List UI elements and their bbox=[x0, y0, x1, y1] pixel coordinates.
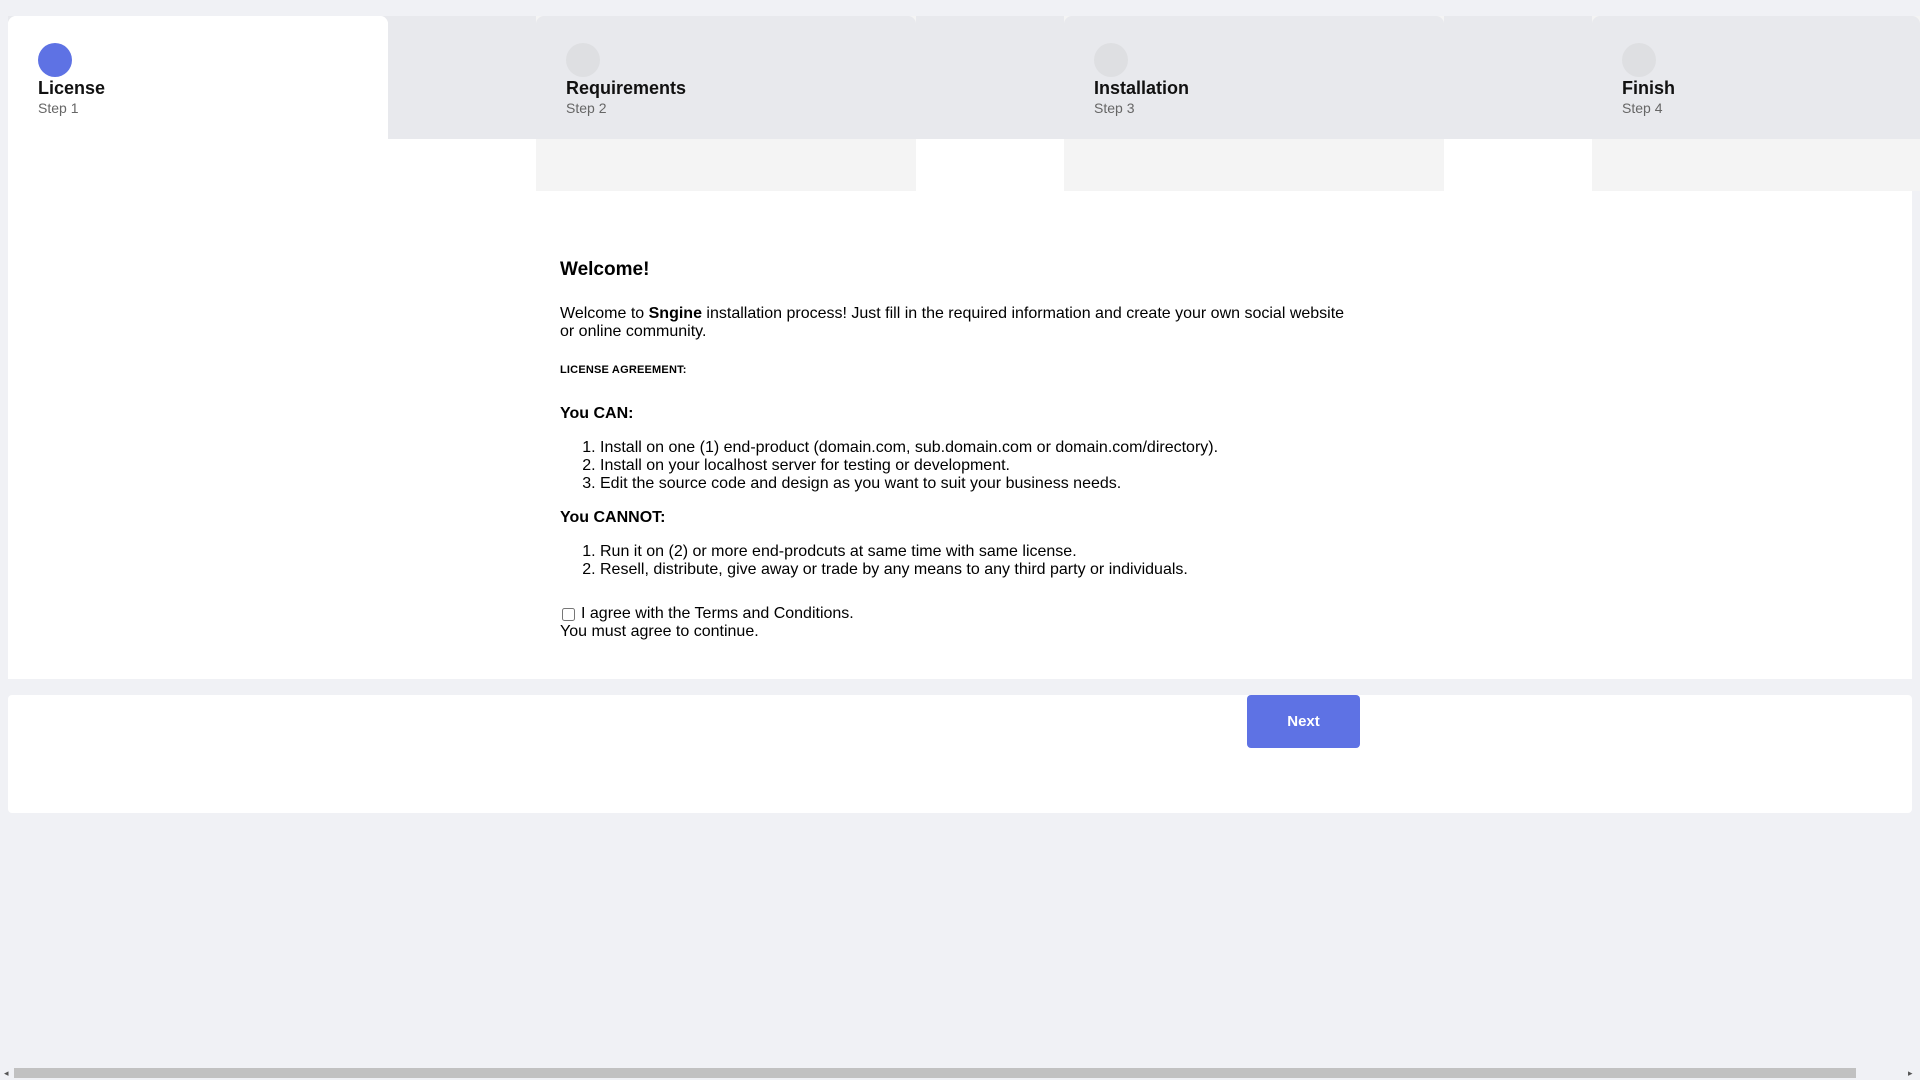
step-indicator-dot bbox=[1094, 43, 1128, 77]
you-cannot-heading: You CANNOT: bbox=[560, 509, 666, 526]
brand-name: Sngine bbox=[648, 305, 702, 322]
step-title: License bbox=[38, 78, 106, 98]
must-agree-hint: You must agree to continue. bbox=[560, 623, 759, 640]
step-subtitle: Step 2 bbox=[566, 100, 607, 116]
you-cannot-list bbox=[560, 543, 1360, 579]
step-subtitle: Step 1 bbox=[38, 100, 79, 116]
you-can-heading: You CAN: bbox=[560, 405, 634, 422]
list-item: 3. Edit the source code and design as you want to suit your business needs. bbox=[600, 475, 1360, 493]
scroll-left-arrow-icon[interactable]: ◂ bbox=[4, 1068, 9, 1078]
welcome-heading: Welcome! bbox=[560, 259, 650, 280]
you-can-list bbox=[560, 439, 1360, 493]
list-item: 1. Install on one (1) end-product (domain.com, sub.domain.com or domain.com/directory). bbox=[600, 439, 1360, 457]
step-title: Installation bbox=[1094, 78, 1190, 98]
license-content bbox=[560, 259, 1360, 641]
step-title: Finish bbox=[1622, 78, 1675, 98]
list-item: 2. Install on your localhost server for testing or development. bbox=[600, 457, 1360, 475]
horizontal-scrollbar[interactable] bbox=[0, 1065, 1920, 1080]
license-card bbox=[8, 139, 1912, 679]
step-indicator-dot bbox=[38, 43, 72, 77]
license-agreement-heading: LICENSE AGREEMENT: bbox=[560, 364, 687, 376]
next-button[interactable]: Next bbox=[1247, 695, 1360, 748]
step-license[interactable] bbox=[8, 16, 388, 139]
agree-terms-checkbox[interactable] bbox=[562, 608, 575, 621]
footer-card bbox=[8, 695, 1912, 813]
list-item: 1. Run it on (2) or more end-prodcuts at same time with same license. bbox=[600, 543, 1360, 561]
welcome-intro: Welcome to Sngine installation process! Just fill in the required information and create your own social website or online community. bbox=[560, 305, 1345, 340]
agree-terms-row[interactable] bbox=[560, 605, 1360, 623]
scrollbar-thumb[interactable] bbox=[14, 1068, 1856, 1078]
agree-terms-label: I agree with the Terms and Conditions. bbox=[581, 605, 854, 622]
step-subtitle: Step 4 bbox=[1622, 100, 1663, 116]
step-title: Requirements bbox=[566, 78, 687, 98]
step-indicator-dot bbox=[566, 43, 600, 77]
step-indicator-dot bbox=[1622, 43, 1656, 77]
list-item: 2. Resell, distribute, give away or trade by any means to any third party or individuals. bbox=[600, 561, 1360, 579]
step-subtitle: Step 3 bbox=[1094, 100, 1135, 116]
scroll-right-arrow-icon[interactable]: ▸ bbox=[1908, 1068, 1913, 1078]
